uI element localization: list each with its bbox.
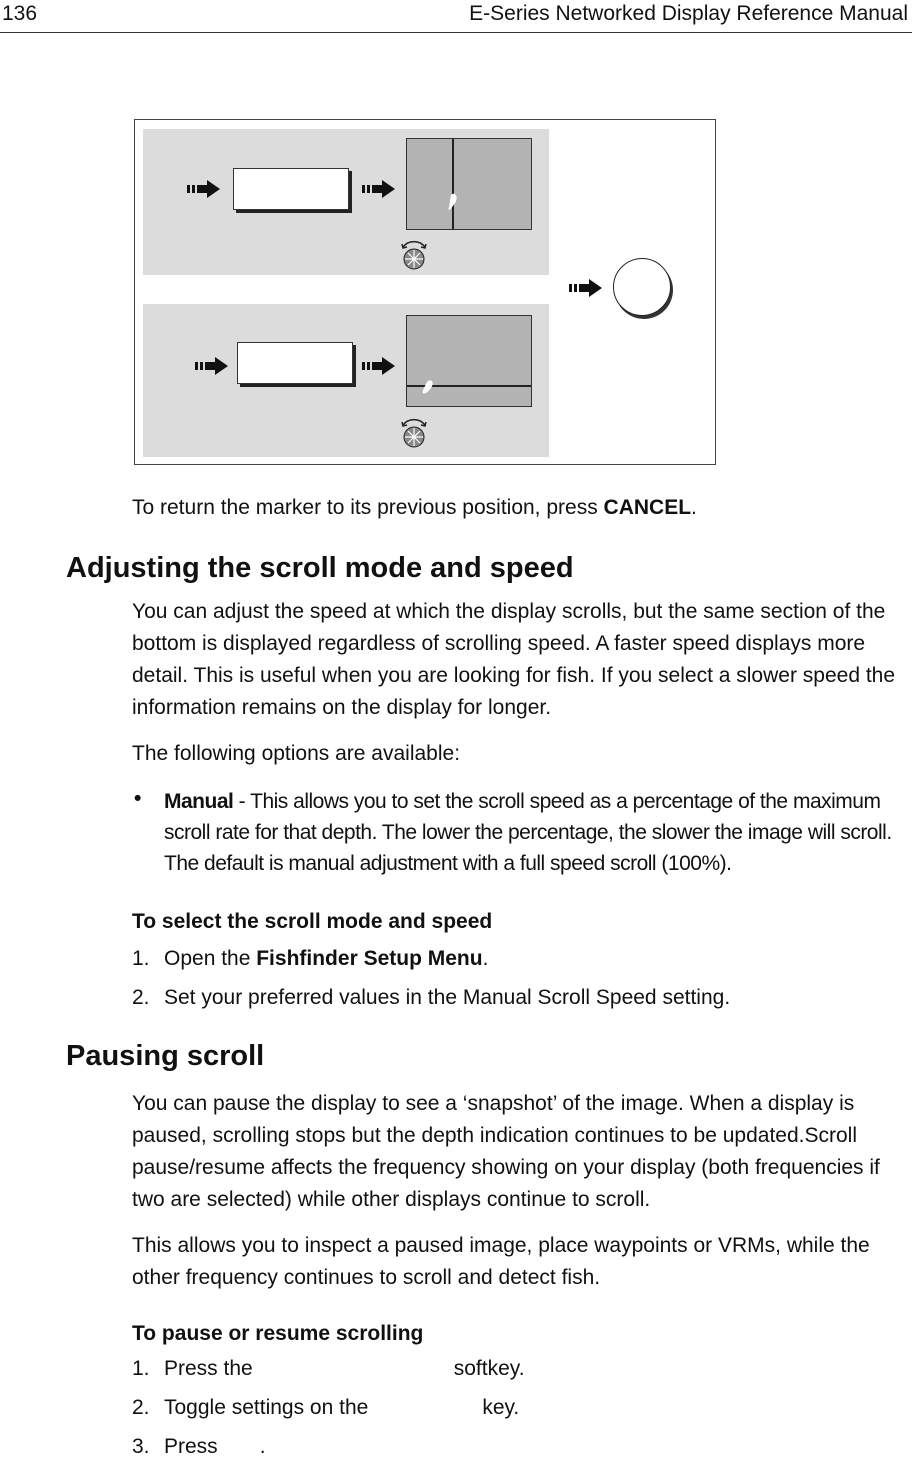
manual-title: E-Series Networked Display Reference Manual (469, 2, 908, 25)
cancel-key: CANCEL (603, 496, 692, 519)
return-end: . (691, 496, 697, 519)
ok-button-icon (613, 258, 671, 316)
manual-term: Manual (164, 790, 234, 813)
fishfinder-setup-menu-label: Fishfinder Setup Menu (256, 947, 483, 970)
step-open-menu (132, 943, 488, 975)
step-text-end: . (259, 1435, 266, 1458)
arrow-right-icon (362, 356, 396, 376)
step-text: Press (164, 1435, 218, 1458)
inspect-paragraph: This allows you to inspect a paused image, place waypoints or VRMs, while the other frequency continues to scroll and detect fish. (132, 1234, 870, 1289)
step-text: Toggle settings on the (164, 1396, 369, 1419)
step-press-softkey (132, 1353, 525, 1385)
screen-split-vertical-icon (406, 138, 532, 230)
procedure-figure (134, 119, 716, 465)
step-text-end: . (482, 947, 489, 970)
manual-option-item (164, 786, 910, 879)
softkey-icon (237, 342, 353, 384)
step-text: Open the (164, 947, 257, 970)
arrow-right-icon (187, 179, 221, 199)
step-text-end: softkey. (453, 1357, 525, 1380)
step-number: 2. (132, 986, 150, 1009)
section-heading-pausing: Pausing scroll (66, 1040, 265, 1072)
return-marker-text (132, 492, 902, 524)
step-text: Set your preferred values in the Manual Scroll Speed setting. (164, 986, 731, 1009)
scroll-speed-paragraph: You can adjust the speed at which the display scrolls, but the same section of the bottom is displayed regardless of scrolling speed. A faster speed displays more detail. This is useful when you are looking for fish. If you select a slower speed the information remains on the display for longer. (132, 600, 896, 719)
screen-split-horizontal-icon (406, 315, 532, 407)
step-text: Press the (164, 1357, 253, 1380)
arrow-right-icon (195, 356, 229, 376)
rotary-knob-icon (397, 416, 431, 450)
arrow-right-icon (362, 179, 396, 199)
options-intro: The following options are available: (132, 742, 461, 765)
step-press (132, 1431, 266, 1463)
step-number: 2. (132, 1396, 150, 1419)
step-set-values (132, 982, 730, 1014)
rotary-knob-icon (397, 238, 431, 272)
page-number: 136 (2, 2, 38, 25)
step-toggle-settings (132, 1392, 519, 1424)
page-header (0, 0, 912, 33)
arrow-right-icon (569, 278, 603, 298)
step-text-end: key. (482, 1396, 520, 1419)
manual-description: - This allows you to set the scroll speed as a percentage of the maximum scroll rate for that depth. The lower the percentage, the slower the image will scroll. The default is manual adjustment with a full speed scroll (100%). (164, 790, 892, 875)
step-number: 1. (132, 947, 150, 970)
procedure-heading-scroll: To select the scroll mode and speed (132, 910, 493, 933)
section-heading-scroll-mode: Adjusting the scroll mode and speed (66, 552, 574, 584)
softkey-icon (233, 168, 349, 210)
pause-paragraph: You can pause the display to see a ‘snapshot’ of the image. When a display is paused, scrolling stops but the depth indication continues to be updated.Scroll pause/resume affects the frequency showing on your display (both frequencies if two are selected) while other displays continue to scroll. (132, 1092, 880, 1211)
return-text: To return the marker to its previous position, press (132, 496, 604, 519)
bullet-marker: • (134, 787, 142, 810)
procedure-heading-pause: To pause or resume scrolling (132, 1322, 424, 1345)
step-number: 3. (132, 1435, 150, 1458)
step-number: 1. (132, 1357, 150, 1380)
